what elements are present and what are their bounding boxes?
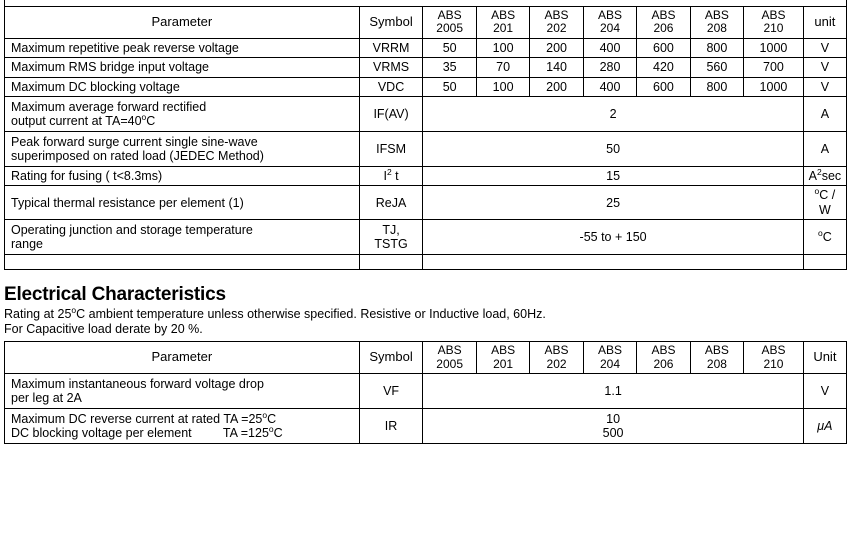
- row-value: 140: [530, 58, 583, 77]
- header-symbol: Symbol: [359, 342, 423, 374]
- spacer-cell: [803, 255, 846, 270]
- header-part-abs202: ABS 202: [530, 7, 583, 39]
- row-parameter: Maximum RMS bridge input voltage: [5, 58, 360, 77]
- row-value: 1000: [744, 38, 804, 57]
- maximum-ratings-table: [4, 6, 847, 270]
- header-part-abs201: ABS 201: [476, 7, 529, 39]
- table-row: [5, 58, 847, 77]
- table-row: [5, 38, 847, 57]
- row-parameter: Operating junction and storage temperature range: [5, 220, 360, 255]
- table-row: [5, 97, 847, 132]
- header-unit: unit: [803, 7, 846, 39]
- row-value: 50: [423, 77, 476, 96]
- row-parameter-line1: Maximum DC reverse current at rated TA $=25^oC$: [11, 409, 277, 426]
- table-row: [5, 77, 847, 96]
- row-value: 400: [583, 77, 636, 96]
- table-header-row: [5, 7, 847, 39]
- spacer-cell: [423, 255, 803, 270]
- header-part-abs206: ABS 206: [637, 342, 690, 374]
- row-value: 700: [744, 58, 804, 77]
- row-symbol: TJ, TSTG: [359, 220, 423, 255]
- row-value: 50: [423, 38, 476, 57]
- row-merged-value: 10 500: [423, 409, 803, 444]
- row-unit: $^o$C: [803, 220, 846, 255]
- row-parameter: Rating for fusing ( t<8.3ms): [5, 167, 360, 186]
- table-spacer-row: [5, 255, 847, 270]
- degree-icon: o: [141, 111, 147, 122]
- row-value: 560: [690, 58, 743, 77]
- row-symbol: VDC: [359, 77, 423, 96]
- row-value: 200: [530, 77, 583, 96]
- row-value: 420: [637, 58, 690, 77]
- header-part-abs210: ABS 210: [744, 7, 804, 39]
- row-parameter: [5, 97, 360, 132]
- row-symbol: IR: [359, 409, 423, 444]
- row-value: 70: [476, 58, 529, 77]
- row-unit: A: [803, 97, 846, 132]
- row-unit: V: [803, 77, 846, 96]
- table-header-row: [5, 342, 847, 374]
- row-parameter: Peak forward surge current single sine-wave superimposed on rated load (JEDEC Method): [5, 132, 360, 167]
- header-part-abs204: ABS 204: [583, 7, 636, 39]
- header-part-abs206: ABS 206: [637, 7, 690, 39]
- table-row: [5, 409, 847, 444]
- row-unit: μA: [803, 409, 846, 444]
- row-merged-value: 25: [423, 186, 803, 220]
- row-parameter: Maximum DC blocking voltage: [5, 77, 360, 96]
- row-symbol: VF: [359, 374, 423, 409]
- section-note: Rating at 25$^o$C ambient temperature unless otherwise specified. Resistive or Inductive load, 60Hz. For Capacitive load derate by 20 %.: [4, 304, 546, 337]
- row-value: 100: [476, 38, 529, 57]
- electrical-characteristics-table: [4, 341, 847, 444]
- header-part-abs2005: ABS 2005: [423, 342, 476, 374]
- row-merged-value: 15: [423, 167, 803, 186]
- table-row: [5, 186, 847, 220]
- table-row: [5, 374, 847, 409]
- header-parameter: Parameter: [5, 342, 360, 374]
- header-part-abs208: ABS 208: [690, 7, 743, 39]
- row-symbol: ReJA: [359, 186, 423, 220]
- row-merged-value: 50: [423, 132, 803, 167]
- row-parameter: Typical thermal resistance per element (1): [5, 186, 360, 220]
- header-part-abs2005: ABS 2005: [423, 7, 476, 39]
- header-unit: Unit: [803, 342, 846, 374]
- row-value: 200: [530, 38, 583, 57]
- row-merged-value: 1.1: [423, 374, 803, 409]
- row-unit: A: [803, 132, 846, 167]
- row-parameter-line1: Maximum average forward rectified: [11, 99, 207, 114]
- row-unit: V: [803, 374, 846, 409]
- degree-icon: o: [268, 423, 274, 434]
- header-part-abs201: ABS 201: [476, 342, 529, 374]
- header-symbol: Symbol: [359, 7, 423, 39]
- section-title-electrical-characteristics: Electrical Characteristics: [4, 284, 226, 306]
- degree-icon: o: [814, 186, 820, 197]
- header-parameter: Parameter: [5, 7, 360, 39]
- spacer-cell: [5, 255, 360, 270]
- row-parameter: Maximum repetitive peak reverse voltage: [5, 38, 360, 57]
- table-row: [5, 132, 847, 167]
- row-symbol: IFSM: [359, 132, 423, 167]
- header-part-abs202: ABS 202: [530, 342, 583, 374]
- row-merged-value: 2: [423, 97, 803, 132]
- degree-icon: o: [71, 304, 77, 315]
- row-unit: $A^2\sec$: [803, 167, 846, 186]
- row-symbol: VRRM: [359, 38, 423, 57]
- table-row: [5, 167, 847, 186]
- row-symbol: $I^2$ t: [359, 167, 423, 186]
- row-unit: $^o$C / W: [803, 186, 846, 220]
- row-value: 600: [637, 38, 690, 57]
- row-parameter-line2: output current at $TA=40^oC$: [11, 111, 156, 128]
- row-value: 100: [476, 77, 529, 96]
- row-symbol: VRMS: [359, 58, 423, 77]
- row-symbol: IF(AV): [359, 97, 423, 132]
- row-parameter: [5, 409, 360, 444]
- row-unit: V: [803, 38, 846, 57]
- row-value: 400: [583, 38, 636, 57]
- row-value: 35: [423, 58, 476, 77]
- row-merged-value: -55 to + 150: [423, 220, 803, 255]
- spacer-cell: [359, 255, 423, 270]
- degree-icon: o: [262, 409, 268, 420]
- header-part-abs208: ABS 208: [690, 342, 743, 374]
- row-value: 800: [690, 77, 743, 96]
- table-row: [5, 220, 847, 255]
- row-value: 280: [583, 58, 636, 77]
- header-part-abs210: ABS 210: [744, 342, 804, 374]
- row-unit: V: [803, 58, 846, 77]
- row-value: 800: [690, 38, 743, 57]
- degree-icon: o: [818, 227, 823, 238]
- row-parameter: Maximum instantaneous forward voltage drop per leg at 2A: [5, 374, 360, 409]
- row-value: 1000: [744, 77, 804, 96]
- header-part-abs204: ABS 204: [583, 342, 636, 374]
- row-parameter-line2: DC blocking voltage per element TA $=125^oC$: [11, 423, 283, 440]
- row-value: 600: [637, 77, 690, 96]
